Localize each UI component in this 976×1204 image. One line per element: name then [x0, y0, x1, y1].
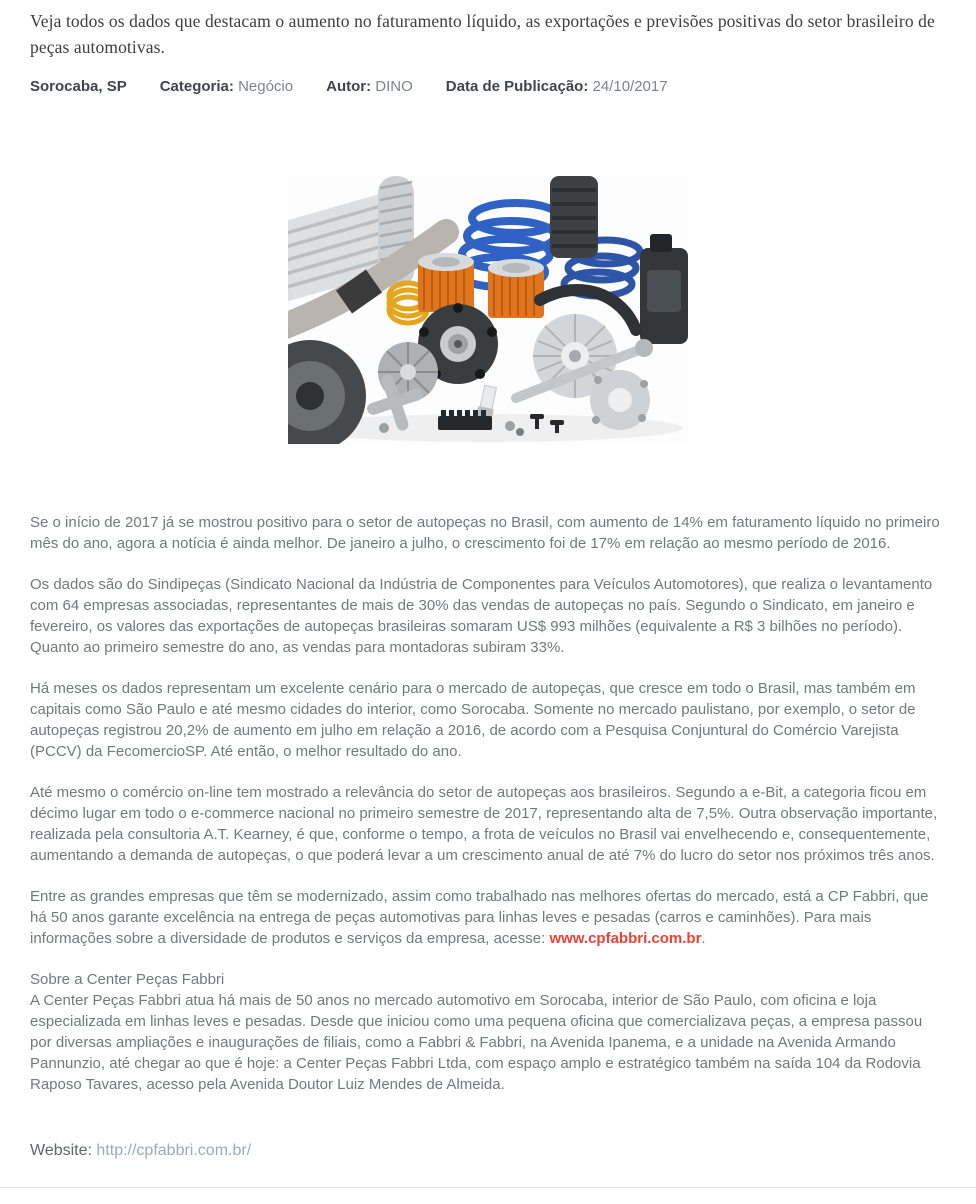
- paragraph-5: [30, 886, 946, 949]
- meta-category-value: Negócio: [238, 78, 294, 95]
- meta-date-label: Data de Publicação:: [445, 78, 589, 95]
- auto-parts-photo: [288, 176, 688, 444]
- website-link[interactable]: http://cpfabbri.com.br/: [96, 1142, 252, 1159]
- meta-location: [30, 77, 127, 96]
- about-title: Sobre a Center Peças Fabbri: [30, 971, 225, 988]
- meta-author: [326, 77, 413, 96]
- meta-date-value: 24/10/2017: [592, 78, 668, 95]
- article-body: [30, 512, 946, 1095]
- paragraph-5-period: .: [701, 930, 706, 947]
- website-label: Website:: [30, 1142, 92, 1159]
- meta-date: [446, 77, 668, 96]
- about-body: A Center Peças Fabbri atua há mais de 50 anos no mercado automotivo em Sorocaba, interior de São Paulo, com oficina e loja especializada em linhas leves e pesadas. Desde que iniciou como uma pequena oficina que comercializava peças, a empresa passou por diversas ampliações e inaugurações de filiais, como a Fabbri & Fabbri, na Avenida Ipanema, e a unidade na Avenida Armando Pannunzio, até chegar ao que é hoje: a Center Peças Fabbri Ltda, com espaço amplo e estratégico também na saída 104 da Rodovia Raposo Tavares, acesso pela Avenida Doutor Luiz Mendes de Almeida.: [30, 992, 923, 1093]
- article-meta: [30, 77, 946, 96]
- paragraph-2: Os dados são do Sindipeças (Sindicato Nacional da Indústria de Componentes para Veículos Automotores), que realiza o levantamento com 64 empresas associadas, representantes de mais de 30% das vendas de autopeças no país. Segundo o Sindicato, em janeiro e fevereiro, os valores das exportações de autopeças brasileiras somaram US$ 993 milhões (equivalente a R$ 3 bilhões no período). Quanto ao primeiro semestre do ano, as vendas para montadoras subiram 33%.: [30, 576, 933, 656]
- website-line: [30, 1140, 946, 1161]
- paragraph-5-text: Entre as grandes empresas que têm se modernizado, assim como trabalhado nas melhores ofertas do mercado, está a CP Fabbri, que há 50 anos garante excelência na entrega de peças automotivas para linhas leves e pesadas (carros e caminhões). Para mais informações sobre a diversidade de produtos e serviços da empresa, acesse:: [30, 888, 929, 947]
- meta-location-text: Sorocaba, SP: [30, 78, 127, 95]
- about-section: [30, 969, 946, 1095]
- meta-author-label: Autor:: [326, 78, 372, 95]
- article-summary: Veja todos os dados que destacam o aumento no faturamento líquido, as exportações e previsões positivas do setor brasileiro de peças automotivas.: [30, 11, 935, 57]
- paragraph-4: Até mesmo o comércio on-line tem mostrado a relevância do setor de autopeças aos brasileiros. Segundo a e-Bit, a categoria ficou em décimo lugar em todo o e-commerce nacional no primeiro semestre de 2017, representando alta de 7,5%. Outra observação importante, realizada pela consultoria A.T. Kearney, é que, conforme o tempo, a frota de veículos no Brasil vai envelhecendo e, consequentemente, aumentando a demanda de autopeças, o que poderá levar a um crescimento anual de até 7% do lucro do setor nos próximos três anos.: [30, 784, 938, 864]
- paragraph-1: Se o início de 2017 já se mostrou positivo para o setor de autopeças no Brasil, com aumento de 14% em faturamento líquido no primeiro mês do ano, agora a notícia é ainda melhor. De janeiro a julho, o crescimento foi de 17% em relação ao mesmo período de 2016.: [30, 514, 940, 552]
- auto-parts-illustration: [288, 176, 688, 444]
- meta-author-value: DINO: [375, 78, 413, 95]
- meta-category-label: Categoria:: [159, 78, 234, 95]
- paragraph-3: Há meses os dados representam um excelente cenário para o mercado de autopeças, que cresce em todo o Brasil, mas também em capitais como São Paulo e até mesmo cidades do interior, como Sorocaba. Somente no mercado paulistano, por exemplo, o setor de autopeças registrou 20,2% de aumento em julho em relação a 2016, de acordo com a Pesquisa Conjuntural do Comércio Varejista (PCCV) da FecomercioSP. Até então, o melhor resultado do ano.: [30, 680, 916, 760]
- bottom-divider: [0, 1187, 976, 1188]
- cpfabbri-link[interactable]: www.cpfabbri.com.br: [549, 930, 702, 947]
- meta-category: [160, 77, 293, 96]
